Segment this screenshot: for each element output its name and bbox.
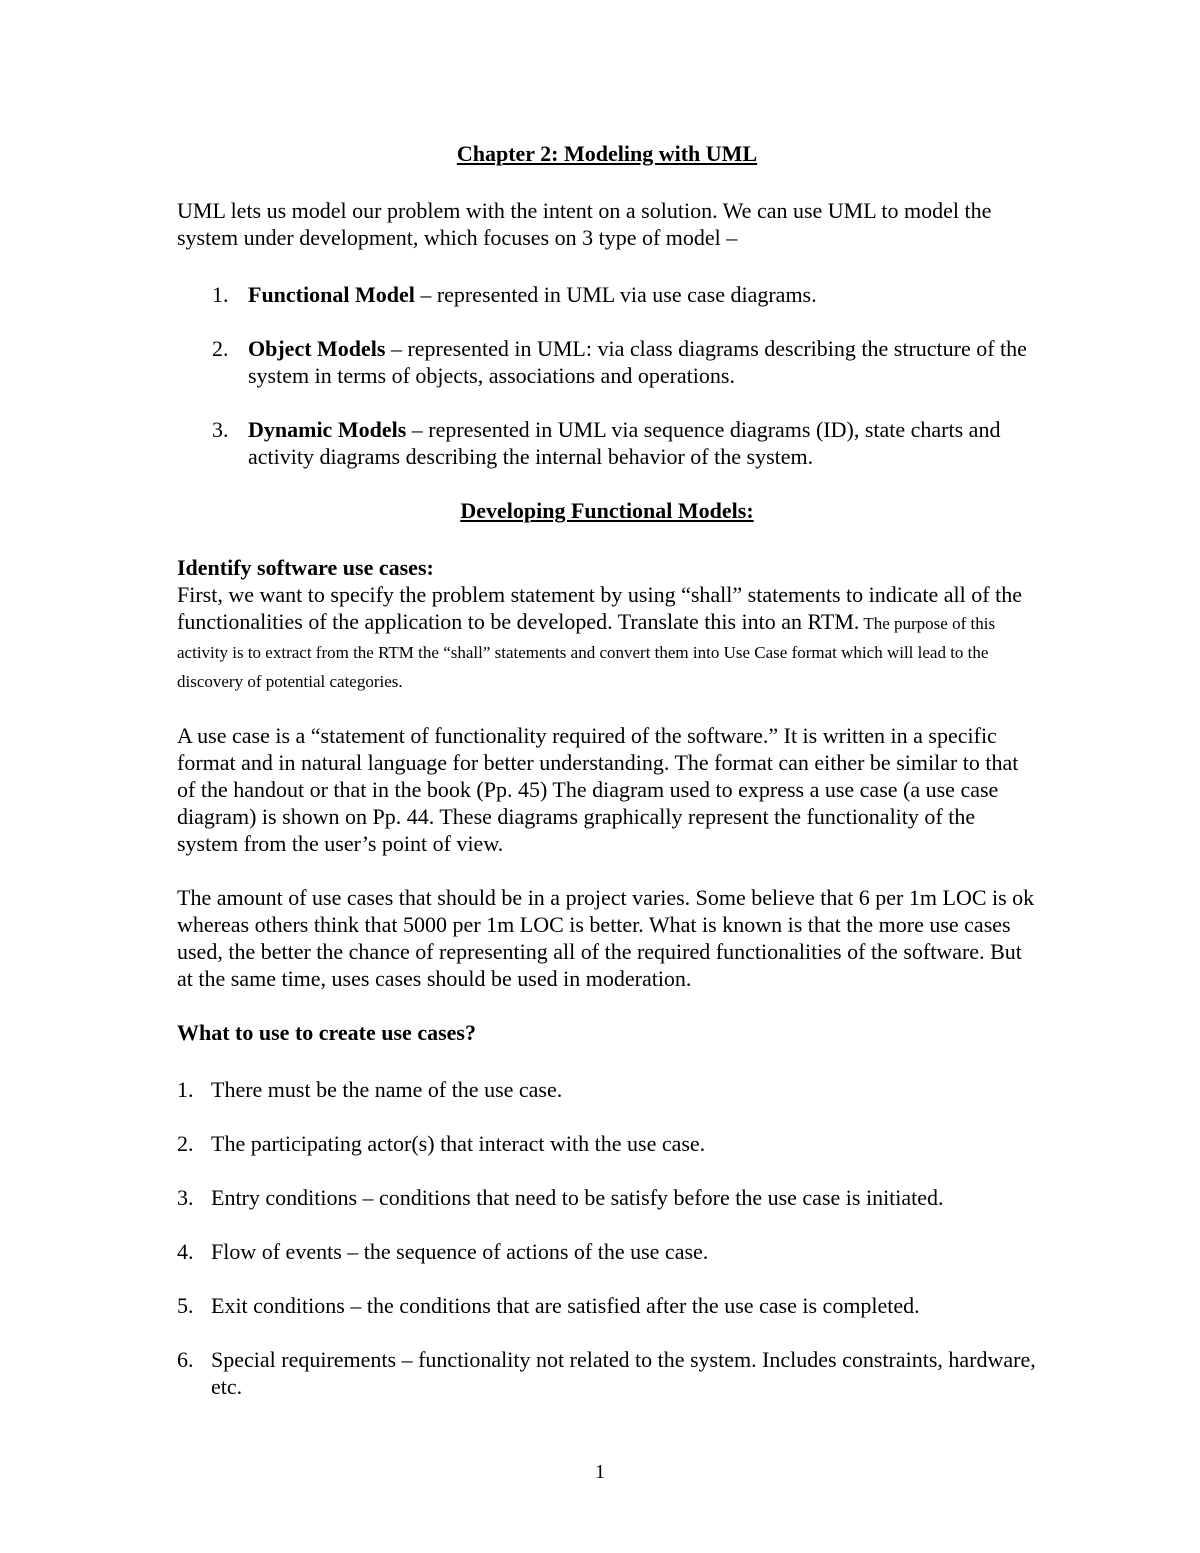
chapter-title: Chapter 2: Modeling with UML <box>456 141 758 166</box>
list-item-text: The participating actor(s) that interact with the use case. <box>211 1131 706 1156</box>
list-item-text: Flow of events – the sequence of actions of the use case. <box>211 1239 709 1264</box>
list-item <box>177 1238 1037 1265</box>
list-item-number: 2. <box>177 1131 194 1156</box>
list-item <box>177 1130 1037 1157</box>
list-item-text: – represented in UML via use case diagrams. <box>414 282 817 307</box>
use-case-paragraph: A use case is a “statement of functionality required of the software.” It is written in a specific format and in natural language for better understanding. The format can either be similar to that of the handout or that in the book (Pp. 45) The diagram used to express a use case (a use case diagram) is shown on Pp. 44. These diagrams graphically represent the functionality of the system from the user’s point of view. <box>177 723 1019 856</box>
list-item-term: Object Models <box>248 336 386 361</box>
list-item-text: Entry conditions – conditions that need to be satisfy before the use case is initiated. <box>211 1185 944 1210</box>
list-item-text: Special requirements – functionality not related to the system. Includes constraints, hardware, etc. <box>211 1347 1036 1399</box>
list-item-number: 3. <box>177 1185 194 1210</box>
list-item-number: 3. <box>212 417 229 442</box>
list-item-number: 2. <box>212 336 229 361</box>
list-item <box>177 1184 1037 1211</box>
list-item-number: 1. <box>212 282 229 307</box>
list-item-number: 5. <box>177 1293 194 1318</box>
list-item-term: Functional Model <box>248 282 415 307</box>
list-item <box>177 335 1037 389</box>
requirements-list <box>177 1076 1037 1400</box>
amount-paragraph: The amount of use cases that should be in a project varies. Some believe that 6 per 1m LOC is ok whereas others think that 5000 per 1m LOC is better. What is known is that the more use cases used, the better the chance of representing all of the required functionalities of the software. But at the same time, uses cases should be used in moderation. <box>177 885 1035 991</box>
list-item-text: Exit conditions – the conditions that are satisfied after the use case is completed. <box>211 1293 920 1318</box>
list-item <box>177 281 1037 308</box>
list-item-number: 1. <box>177 1077 194 1102</box>
section-title: Developing Functional Models: <box>460 498 754 523</box>
list-item <box>177 416 1037 470</box>
list-item-number: 4. <box>177 1239 194 1264</box>
list-item-text: – represented in UML: via class diagrams describing the structure of the system in terms of objects, associations and operations. <box>248 336 1027 388</box>
list-item <box>177 1346 1037 1400</box>
identify-small-text: The purpose of this activity is to extract from the RTM the “shall” statements and convert them into Use Case format which will lead to the discovery of potential categories. <box>177 614 996 691</box>
model-list <box>177 281 1037 470</box>
intro-paragraph: UML lets us model our problem with the intent on a solution. We can use UML to model the system under development, which focuses on 3 type of model – <box>177 198 992 250</box>
list-item <box>177 1076 1037 1103</box>
page-content <box>177 140 1037 1427</box>
list-item-text: There must be the name of the use case. <box>211 1077 563 1102</box>
identify-text: First, we want to specify the problem statement by using “shall” statements to indicate all of the functionalities of the application to be developed. Translate this into an RTM. <box>177 582 1022 634</box>
list-item-text: – represented in UML via sequence diagrams (ID), state charts and activity diagrams describing the internal behavior of the system. <box>248 417 1001 469</box>
page-number: 1 <box>595 1461 605 1483</box>
list-item-number: 6. <box>177 1347 194 1372</box>
identify-paragraph <box>177 581 1037 695</box>
subheading-create: What to use to create use cases? <box>177 1020 476 1045</box>
list-item-term: Dynamic Models <box>248 417 407 442</box>
subheading-identify: Identify software use cases: <box>177 555 434 580</box>
list-item <box>177 1292 1037 1319</box>
